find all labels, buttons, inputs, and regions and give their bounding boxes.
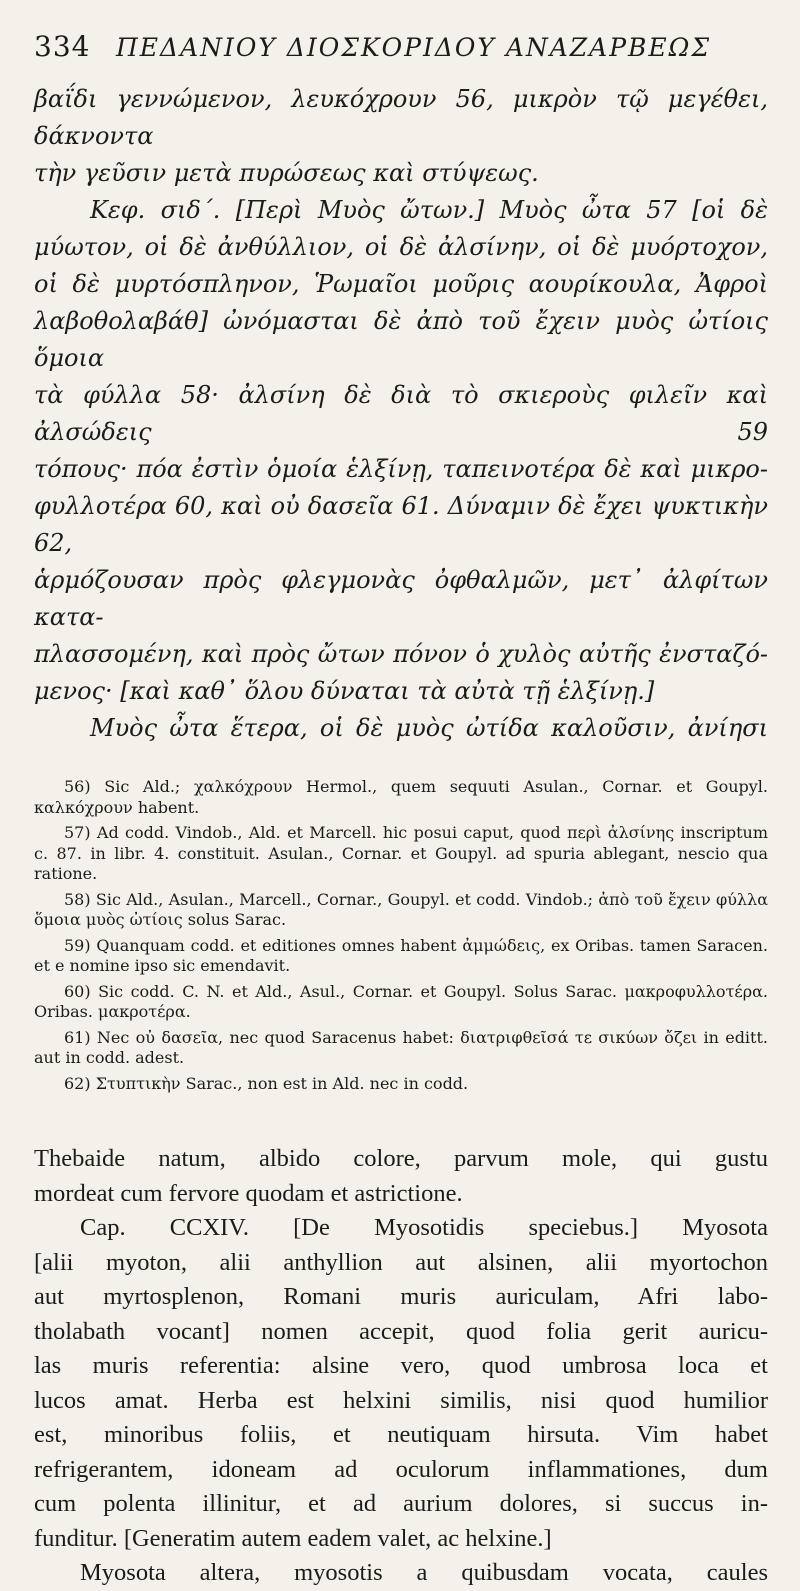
- greek-line: Κεφ. σιδ΄. [Περὶ Μυὸς ὤτων.] Μυὸς ὦτα 57 [οἱ δὲ: [90, 196, 768, 224]
- greek-line: οἱ δὲ μυρτόσπληνον, Ῥωμαῖοι μοῦρις αουρίκουλα, Ἀφροὶ: [34, 270, 768, 298]
- footnote-62: 62) Στυπτικὴν Sarac., non est in Ald. nec in codd.: [64, 1073, 469, 1093]
- latin-line: las muris referentia: alsine vero, quod umbrosa loca et: [34, 1352, 768, 1379]
- latin-line: refrigerantem, idoneam ad oculorum inflammationes, dum: [34, 1455, 768, 1483]
- greek-line: τὴν γεῦσιν μετὰ πυρώσεως καὶ στύψεως.: [34, 159, 539, 187]
- greek-line: φυλλοτέρα 60, καὶ οὐ δασεῖα 61. Δύναμιν δὲ ἔχει ψυκτικὴν 62,: [34, 492, 768, 557]
- footnote-57: 57) Ad codd. Vindob., Ald. et Marcell. hic posui caput, quod περὶ ἀλσίνης inscriptum c. 87. in libr. 4. constituit. Asulan., Cornar. et Goupyl. ad spuria ablegant, nescio qua ratione.: [34, 823, 768, 883]
- greek-line: βαΐδι γεννώμενον, λευκόχρουν 56, μικρὸν τῷ μεγέθει, δάκνοντα: [34, 85, 768, 150]
- footnote-58: 58) Sic Ald., Asulan., Marcell., Cornar., Goupyl. et codd. Vindob.; ἀπὸ τοῦ ἔχειν φύλλα ὅμοια μυὸς ὠτίοις solus Sarac.: [34, 889, 768, 929]
- greek-line: μενος· [καὶ καθ᾽ ὅλου δύναται τὰ αὐτὰ τῇ ἑλξίνῃ.]: [34, 677, 655, 705]
- page-header: [34, 30, 768, 63]
- latin-line: Myosota altera, myosotis a quibusdam vocata, caules: [80, 1559, 768, 1586]
- footnote-59: 59) Quanquam codd. et editiones omnes habent ἀμμώδεις, ex Oribas. tamen Saracen. et e nomine ipso sic emendavit.: [34, 935, 768, 975]
- latin-line: mordeat cum fervore quodam et astrictione.: [34, 1179, 463, 1207]
- footnote-60: 60) Sic codd. C. N. et Ald., Asul., Cornar. et Goupyl. Solus Sarac. μακροφυλλοτέρα. Oribas. μακροτέρα.: [34, 981, 768, 1021]
- footnote-61: 61) Nec οὐ δασεῖα, nec quod Saracenus habet: διατριφθεῖσά τε σικύων ὄζει in editt. aut in codd. adest.: [34, 1027, 768, 1067]
- latin-line: tholabath vocant] nomen accepit, quod folia gerit auricu-: [34, 1317, 768, 1345]
- page-number: 334: [34, 30, 91, 63]
- latin-line: aut myrtosplenon, Romani muris auriculam, Afri labo-: [34, 1283, 768, 1310]
- greek-line: πλασσομένη, καὶ πρὸς ὤτων πόνον ὁ χυλὸς αὐτῆς ἐνσταζό-: [34, 640, 768, 668]
- footnote-56: 56) Sic Ald.; χαλκόχρουν Hermol., quem sequuti Asulan., Cornar. et Goupyl. καλκόχρουν habent.: [34, 777, 768, 817]
- greek-line: Μυὸς ὦτα ἕτερα, οἱ δὲ μυὸς ὠτίδα καλοῦσιν, ἀνίησι: [90, 714, 768, 742]
- greek-line: ἁρμόζουσαν πρὸς φλεγμονὰς ὀφθαλμῶν, μετ᾽ ἀλφίτων κατα-: [34, 566, 768, 631]
- footnotes: [34, 777, 768, 1094]
- latin-text: [34, 1142, 768, 1591]
- greek-line: μύωτον, οἱ δὲ ἀνθύλλιον, οἱ δὲ ἀλσίνην, οἱ δὲ μυόρτοχον,: [34, 233, 768, 261]
- latin-line: Thebaide natum, albido colore, parvum mole, qui gustu: [34, 1145, 768, 1172]
- latin-line: [alii myoton, alii anthyllion aut alsinen, alii myortochon: [34, 1248, 768, 1276]
- greek-text: [34, 81, 768, 747]
- greek-line: τὰ φύλλα 58· ἀλσίνη δὲ διὰ τὸ σκιεροὺς φιλεῖν καὶ ἀλσώδεις 59: [34, 381, 768, 446]
- greek-line: λαβοθολαβάθ] ὠνόμασται δὲ ἀπὸ τοῦ ἔχειν μυὸς ὠτίοις ὅμοια: [34, 307, 768, 372]
- latin-line: est, minoribus foliis, et neutiquam hirsuta. Vim habet: [34, 1421, 768, 1448]
- greek-line: τόπους· πόα ἐστὶν ὁμοία ἑλξίνῃ, ταπεινοτέρα δὲ καὶ μικρο-: [34, 455, 768, 483]
- latin-line: Cap. CCXIV. [De Myosotidis speciebus.] Myosota: [80, 1214, 768, 1241]
- latin-line: lucos amat. Herba est helxini similis, nisi quod humilior: [34, 1386, 768, 1414]
- latin-line: cum polenta illinitur, et ad aurium dolores, si succus in-: [34, 1490, 768, 1517]
- latin-line: funditur. [Generatim autem eadem valet, ac helxine.]: [34, 1524, 552, 1552]
- running-title: ΠΕΔΑΝΙΟΥ ΔΙΟΣΚΟΡΙΔΟΥ ΑΝΑΖΑΡΒΕΩΣ: [116, 33, 712, 62]
